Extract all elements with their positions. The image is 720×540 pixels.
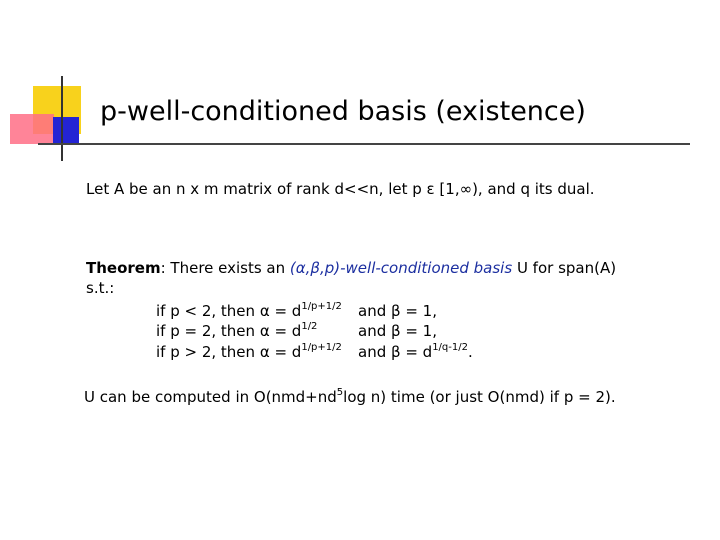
intro-suffix: [1,∞), and q its dual. [434, 180, 595, 198]
condition-right [358, 302, 437, 320]
condition-right-end: . [467, 343, 473, 361]
complexity-suffix: log n) time (or just O(nmd) if p = 2). [343, 388, 616, 406]
condition-right [358, 343, 473, 361]
condition-row [156, 301, 437, 320]
condition-right-text: and β = d [358, 343, 433, 361]
theorem-line [86, 259, 616, 277]
condition-left: if p = 2, then α = d [156, 322, 302, 340]
condition-right-text: and β = 1, [358, 322, 437, 340]
condition-left-exponent: 1/2 [301, 321, 318, 332]
title-underline [38, 143, 690, 145]
condition-row [156, 321, 437, 340]
theorem-line-2: s.t.: [86, 279, 115, 297]
element-of-symbol: ε [426, 180, 435, 198]
slide-title: p-well-conditioned basis (existence) [100, 96, 586, 127]
decor-vertical-line [61, 76, 63, 161]
condition-left: if p > 2, then α = d [156, 343, 302, 361]
decor-blue-square [53, 117, 79, 143]
complexity-prefix: U can be computed in O(nmd+nd [84, 388, 337, 406]
condition-left: if p < 2, then α = d [156, 302, 302, 320]
condition-left-exponent: 1/p+1/2 [301, 342, 342, 353]
condition-right [358, 322, 437, 340]
intro-prefix: Let A be an n x m matrix of rank d<<n, let p [86, 180, 427, 198]
complexity-line [84, 388, 616, 406]
complexity-exponent: 5 [336, 387, 344, 398]
theorem-colon: : There exists an [160, 259, 290, 277]
theorem-label: Theorem [86, 259, 161, 277]
intro-line [86, 180, 595, 198]
condition-right-text: and β = 1, [358, 302, 437, 320]
basis-name: (α,β,p)-well-conditioned basis [289, 259, 513, 277]
condition-right-exponent: 1/q-1/2 [432, 342, 468, 353]
condition-left-exponent: 1/p+1/2 [301, 301, 342, 312]
decor-red-square [10, 114, 54, 144]
theorem-rest: U for span(A) [512, 259, 617, 277]
